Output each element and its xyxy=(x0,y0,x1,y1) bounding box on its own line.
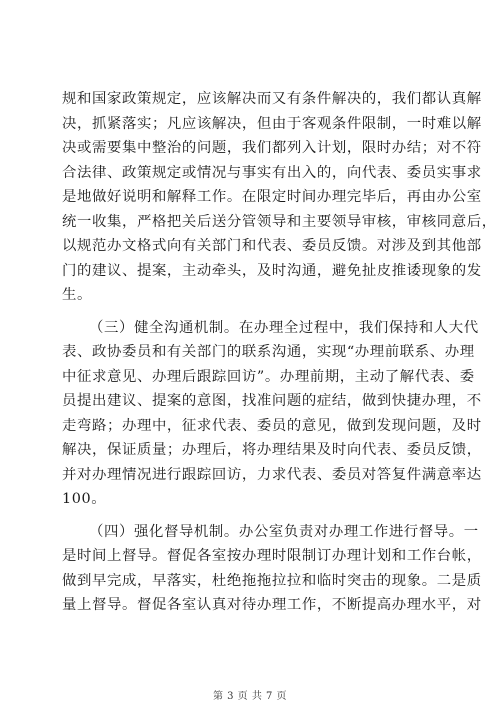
paragraph-2 xyxy=(62,316,482,512)
text-line: 中征求意见、办理后跟踪回访”。办理前期，主动了解代表、委 xyxy=(62,368,475,385)
text-line: 员提出建议、提案的意图，找准问题的症结，做到快捷办理，不 xyxy=(62,393,482,409)
text-line: （三）健全沟通机制。在办理全过程中，我们保持和人大代 xyxy=(89,319,479,336)
text-line: （四）强化督导机制。办公室负责对办理工作进行督导。一 xyxy=(89,523,479,540)
text-line: 量上督导。督促各室认真对待办理工作，不断提高办理水平，对 xyxy=(62,597,482,613)
text-line: 是时间上督导。督促各室按办理时限制订办理计划和工作台帐， xyxy=(62,548,482,564)
text-line: 并对办理情况进行跟踪回访，力求代表、委员对答复件满意率达 xyxy=(62,466,482,483)
page-footer: 第 3 页 共 7 页 xyxy=(212,691,288,702)
text-line: 是地做好说明和解释工作。在限定时间办理完毕后，再由办公室 xyxy=(62,189,482,205)
text-line: 解决，保证质量；办理后，将办理结果及时向代表、委员反馈， xyxy=(62,442,482,458)
text-line: 100。 xyxy=(62,491,107,507)
text-line: 生。 xyxy=(62,287,92,303)
text-line: 门的建议、提案，主动牵头，及时沟通，避免扯皮推诿现象的发 xyxy=(62,262,482,279)
text-line: 决或需要集中整治的问题，我们都列入计划，限时办结；对不符 xyxy=(62,140,482,156)
paragraph-1 xyxy=(62,87,497,308)
text-line: 表、政协委员和有关部门的联系沟通，实现“办理前联系、办理 xyxy=(62,344,475,360)
text-line: 做到早完成，早落实，杜绝拖拖拉拉和临时突击的现象。二是质 xyxy=(62,572,482,589)
text-line: 统一收集，严格把关后送分管领导和主要领导审核，审核同意后， xyxy=(62,213,497,230)
text-line: 规和国家政策规定，应该解决而又有条件解决的，我们都认真解 xyxy=(62,91,482,107)
text-line: 决，抓紧落实；凡应该解决，但由于客观条件限制，一时难以解 xyxy=(62,115,482,132)
paragraph-3 xyxy=(62,520,482,618)
text-line: 以规范办文格式向有关部门和代表、委员反馈。对涉及到其他部 xyxy=(62,238,482,254)
document-body xyxy=(62,87,497,618)
text-line: 走弯路；办理中，征求代表、委员的意见，做到发现问题，及时 xyxy=(62,417,482,434)
text-line: 合法律、政策规定或情况与事实有出入的，向代表、委员实事求 xyxy=(62,164,482,181)
